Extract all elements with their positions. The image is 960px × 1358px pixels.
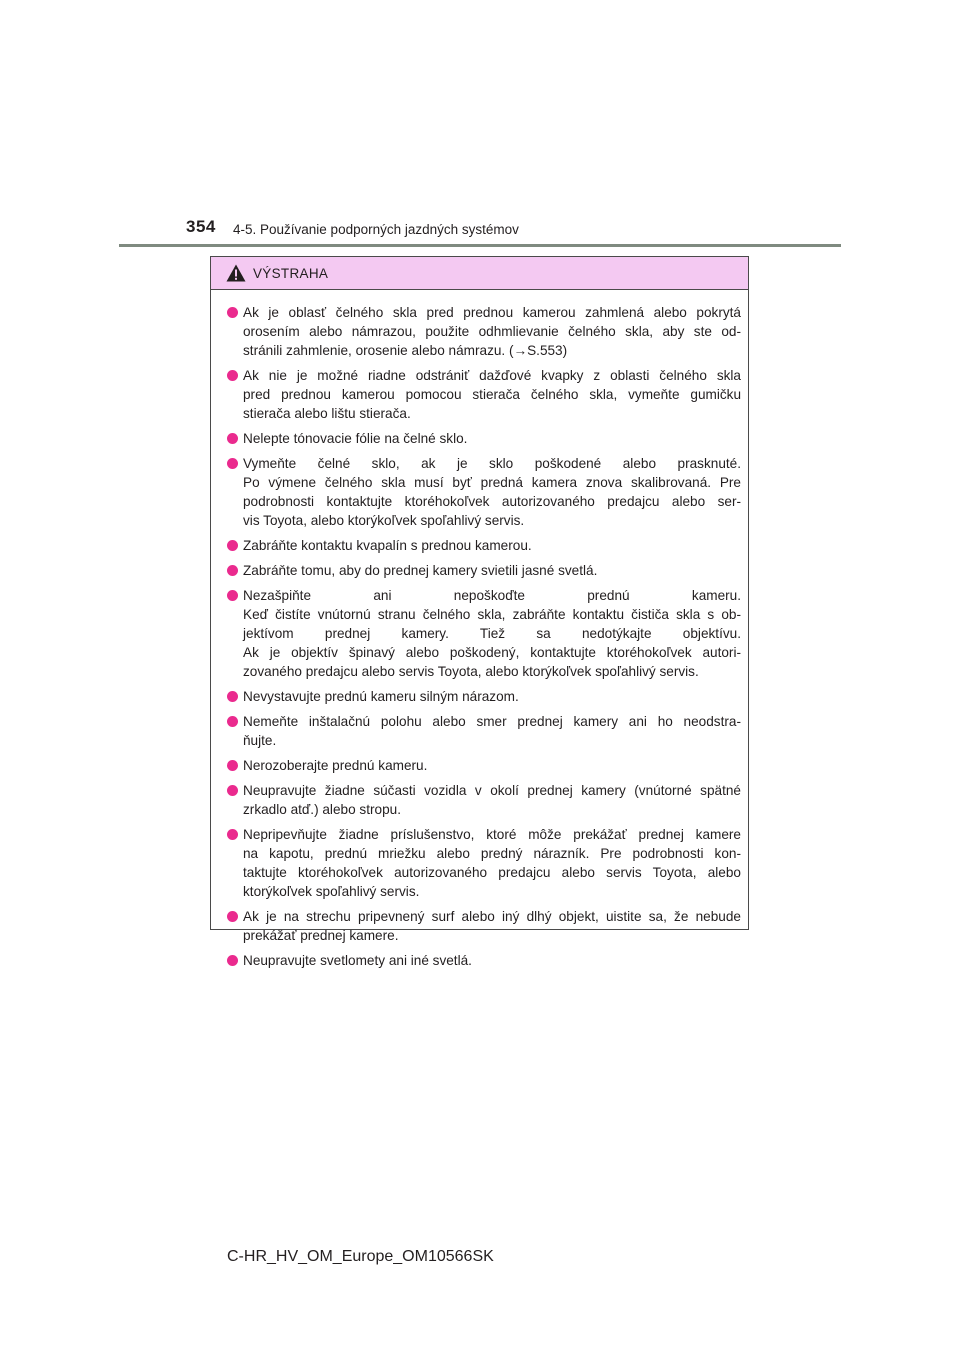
- bullet-icon: [227, 307, 238, 318]
- warning-item-line: Vymeňte čelné sklo, ak je sklo poškodené alebo prasknuté.: [243, 456, 741, 471]
- warning-item: [230, 781, 741, 819]
- warning-item-line: stránili zahmlenie, orosenie alebo námrazu. (→S.553): [243, 343, 568, 358]
- warning-item-line: podrobnosti kontaktujte ktoréhokoľvek autorizovaného predajcu alebo ser-: [243, 494, 741, 509]
- warning-item-line: Neupravujte žiadne súčasti vozidla v okolí prednej kamery (vnútorné spätné: [243, 783, 741, 798]
- bullet-icon: [227, 911, 238, 922]
- warning-item: [230, 907, 741, 945]
- warning-box: [210, 256, 749, 968]
- warning-item-line: orosením alebo námrazou, použite odhmlievanie čelného skla, aby ste od-: [243, 324, 741, 339]
- header-divider: [119, 244, 841, 247]
- bullet-icon: [227, 433, 238, 444]
- bullet-icon: [227, 785, 238, 796]
- warning-item-line: Nerozoberajte prednú kameru.: [243, 758, 428, 773]
- warning-item-line: taktujte ktoréhokoľvek autorizovaného predajcu alebo servis Toyota, alebo: [243, 865, 741, 880]
- bullet-icon: [227, 691, 238, 702]
- warning-item-line: prekážať prednej kamere.: [243, 928, 399, 943]
- warning-item-line: Ak je oblasť čelného skla pred prednou kamerou zahmlená alebo pokrytá: [243, 305, 741, 320]
- section-title: 4-5. Používanie podporných jazdných systémov: [233, 222, 519, 237]
- warning-item-line: Nelepte tónovacie fólie na čelné sklo.: [243, 431, 468, 446]
- bullet-icon: [227, 540, 238, 551]
- page-number: 354: [186, 217, 216, 236]
- warning-title: VÝSTRAHA: [253, 265, 329, 281]
- warning-item-line: Nezašpiňte ani nepoškoďte prednú kameru.: [243, 588, 741, 603]
- warning-item-line: Neupravujte svetlomety ani iné svetlá.: [243, 953, 472, 968]
- warning-item: [230, 687, 741, 706]
- warning-item: [230, 825, 741, 901]
- warning-item-line: Ak je objektív špinavý alebo poškodený, kontaktujte ktoréhokoľvek autori-: [243, 645, 741, 660]
- warning-item: [230, 536, 741, 555]
- warning-item-line: na kapotu, prednú mriežku alebo predný nárazník. Pre podrobnosti kon-: [243, 846, 741, 861]
- warning-item-line: Ak je na strechu pripevnený surf alebo iný dlhý objekt, uistite sa, že nebude: [243, 909, 741, 924]
- bullet-icon: [227, 955, 238, 966]
- warning-item: [230, 429, 741, 448]
- warning-list: [211, 290, 748, 970]
- warning-item-line: Nevystavujte prednú kameru silným nárazom.: [243, 689, 519, 704]
- warning-item: [230, 366, 741, 423]
- bullet-icon: [227, 590, 238, 601]
- warning-item-line: ňujte.: [243, 733, 277, 748]
- bullet-icon: [227, 565, 238, 576]
- warning-item-line: Ak nie je možné riadne odstrániť dažďové kvapky z oblasti čelného skla: [243, 368, 741, 383]
- bullet-icon: [227, 760, 238, 771]
- bullet-icon: [227, 716, 238, 727]
- warning-header: [211, 257, 748, 290]
- warning-item: [230, 586, 741, 681]
- bullet-icon: [227, 458, 238, 469]
- document-code: C-HR_HV_OM_Europe_OM10566SK: [227, 1248, 494, 1265]
- warning-item-line: zrkadlo atď.) alebo stropu.: [243, 802, 401, 817]
- warning-item: [230, 454, 741, 530]
- warning-item: [230, 561, 741, 580]
- warning-item: [230, 303, 741, 360]
- bullet-icon: [227, 829, 238, 840]
- warning-item-line: jektívom prednej kamery. Tiež sa nedotýkajte objektívu.: [243, 626, 741, 641]
- warning-item-line: ktorýkoľvek spoľahlivý servis.: [243, 884, 420, 899]
- warning-item-line: Nemeňte inštalačnú polohu alebo smer prednej kamery ani ho neodstra-: [243, 714, 741, 729]
- warning-item-line: Keď čistíte vnútornú stranu čelného skla, zabráňte kontaktu čističa skla s ob-: [243, 607, 741, 622]
- warning-item-line: Nepripevňujte žiadne príslušenstvo, ktoré môže prekážať prednej kamere: [243, 827, 741, 842]
- warning-item: [230, 712, 741, 750]
- bullet-icon: [227, 370, 238, 381]
- warning-item-line: Zabráňte tomu, aby do prednej kamery svietili jasné svetlá.: [243, 563, 598, 578]
- warning-item-line: Zabráňte kontaktu kvapalín s prednou kamerou.: [243, 538, 532, 553]
- warning-item: [230, 951, 741, 970]
- warning-item-line: vis Toyota, alebo ktorýkoľvek spoľahlivý servis.: [243, 513, 525, 528]
- warning-item-line: stierača alebo lištu stierača.: [243, 406, 411, 421]
- warning-item-line: zovaného predajcu alebo servis Toyota, alebo ktorýkoľvek spoľahlivý servis.: [243, 664, 699, 679]
- warning-item-line: Po výmene čelného skla musí byť predná kamera znova skalibrovaná. Pre: [243, 475, 741, 490]
- warning-item: [230, 756, 741, 775]
- warning-item-line: pred prednou kamerou pomocou stierača čelného skla, vymeňte gumičku: [243, 387, 741, 402]
- warning-triangle-icon: [226, 264, 246, 282]
